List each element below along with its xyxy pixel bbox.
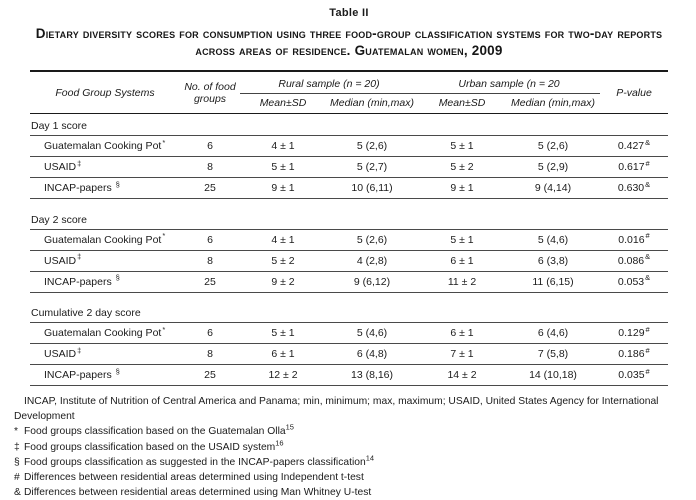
food-system-name: USAID‡	[30, 250, 180, 271]
urban-median: 5 (4,6)	[506, 229, 600, 250]
rural-median: 10 (6,11)	[326, 178, 418, 199]
rural-mean-sd: 5 ± 2	[240, 250, 326, 271]
table-number: Table II	[329, 7, 369, 19]
p-value-marker: &	[645, 137, 651, 147]
footnote-marker: *	[162, 324, 166, 334]
rural-median: 6 (4,8)	[326, 344, 418, 365]
footnote-marker: #	[14, 472, 20, 484]
p-value-marker: #	[645, 324, 650, 334]
p-value: 0.016#	[600, 229, 668, 250]
food-system-name: USAID‡	[30, 157, 180, 178]
section-spacer	[30, 292, 668, 301]
p-value: 0.035#	[600, 365, 668, 386]
table-caption	[30, 7, 668, 59]
table-row	[30, 323, 668, 344]
section-header-cumulative	[30, 301, 668, 323]
footnote-ref: 16	[275, 438, 284, 448]
rural-median: 5 (4,6)	[326, 323, 418, 344]
footnote-olla	[14, 424, 668, 439]
p-value-marker: &	[645, 273, 651, 282]
p-value-marker: #	[645, 231, 650, 240]
footnote-marker: §	[115, 366, 120, 376]
urban-median: 14 (10,18)	[506, 365, 600, 386]
footnote-utest	[14, 485, 668, 500]
urban-mean-sd: 7 ± 1	[418, 344, 506, 365]
rural-median: 5 (2,6)	[326, 136, 418, 157]
footnote-text: Food groups classification based on the USAID system	[24, 441, 276, 453]
footnote-marker: ‡	[77, 158, 82, 168]
num-food-groups: 6	[180, 323, 240, 344]
footnote-ttest	[14, 470, 668, 485]
table-row	[30, 271, 668, 292]
p-value-marker: &	[645, 179, 651, 189]
urban-median: 11 (6,15)	[506, 271, 600, 292]
section-label: Cumulative 2 day score	[30, 301, 668, 323]
p-value-marker: #	[645, 366, 650, 376]
rural-mean-sd: 6 ± 1	[240, 344, 326, 365]
urban-mean-sd: 6 ± 1	[418, 323, 506, 344]
col-rural-median: Median (min,max)	[326, 94, 418, 114]
rural-mean-sd: 9 ± 2	[240, 271, 326, 292]
urban-mean-sd: 6 ± 1	[418, 250, 506, 271]
footnote-marker: ‡	[77, 345, 82, 355]
num-food-groups: 25	[180, 365, 240, 386]
footnote-marker: *	[14, 426, 19, 438]
table-row	[30, 365, 668, 386]
rural-median: 9 (6,12)	[326, 271, 418, 292]
num-food-groups: 6	[180, 136, 240, 157]
p-value-marker: #	[645, 158, 650, 168]
urban-mean-sd: 11 ± 2	[418, 271, 506, 292]
footnote-text: Differences between residential areas determined using Man Whitney U-test	[24, 487, 372, 499]
footnote-ref: 15	[285, 422, 294, 432]
rural-mean-sd: 4 ± 1	[240, 229, 326, 250]
footnote-text: INCAP, Institute of Nutrition of Central America and Panama; min, minimum; max, maximum; USAID, United States Agency for International Development	[14, 396, 659, 423]
rural-mean-sd: 4 ± 1	[240, 136, 326, 157]
table-header	[30, 71, 668, 114]
col-urban-sample: Urban sample (n = 20	[418, 71, 600, 94]
p-value: 0.427&	[600, 136, 668, 157]
footnote-marker: ‡	[14, 441, 20, 453]
footnote-marker: *	[162, 137, 166, 147]
section-label: Day 1 score	[30, 114, 668, 136]
caption-line-2: across areas of residence. Guatemalan women, 2009	[195, 43, 503, 58]
section-header-day-2	[30, 208, 668, 230]
col-rural-mean-sd: Mean±SD	[240, 94, 326, 114]
footnote-marker: *	[162, 231, 166, 240]
col-p-value: P-value	[600, 71, 668, 114]
footnotes	[14, 394, 668, 500]
num-food-groups: 8	[180, 157, 240, 178]
urban-median: 7 (5,8)	[506, 344, 600, 365]
num-food-groups: 8	[180, 344, 240, 365]
food-system-name: USAID‡	[30, 344, 180, 365]
num-food-groups: 6	[180, 229, 240, 250]
section-label: Day 2 score	[30, 208, 668, 230]
p-value: 0.617#	[600, 157, 668, 178]
footnote-ref: 14	[365, 453, 375, 463]
num-food-groups: 25	[180, 178, 240, 199]
diversity-scores-table	[30, 70, 668, 386]
p-value: 0.129#	[600, 323, 668, 344]
table-row	[30, 136, 668, 157]
col-urban-median: Median (min,max)	[506, 94, 600, 114]
num-food-groups: 8	[180, 250, 240, 271]
num-food-groups: 25	[180, 271, 240, 292]
urban-mean-sd: 9 ± 1	[418, 178, 506, 199]
urban-mean-sd: 5 ± 1	[418, 136, 506, 157]
urban-median: 6 (4,6)	[506, 323, 600, 344]
rural-median: 4 (2,8)	[326, 250, 418, 271]
urban-median: 6 (3,8)	[506, 250, 600, 271]
header-row-groups	[30, 71, 668, 94]
food-system-name: INCAP-papers §	[30, 271, 180, 292]
footnote-marker: §	[115, 273, 120, 282]
urban-mean-sd: 5 ± 1	[418, 229, 506, 250]
rural-mean-sd: 9 ± 1	[240, 178, 326, 199]
p-value: 0.630&	[600, 178, 668, 199]
food-system-name: INCAP-papers §	[30, 178, 180, 199]
urban-mean-sd: 14 ± 2	[418, 365, 506, 386]
col-urban-mean-sd: Mean±SD	[418, 94, 506, 114]
section-spacer	[30, 199, 668, 208]
table-body	[30, 114, 668, 386]
p-value-marker: #	[645, 345, 650, 355]
footnote-text: Food groups classification based on the Guatemalan Olla	[24, 426, 286, 438]
rural-mean-sd: 12 ± 2	[240, 365, 326, 386]
rural-mean-sd: 5 ± 1	[240, 157, 326, 178]
rural-mean-sd: 5 ± 1	[240, 323, 326, 344]
footnote-incap	[14, 455, 668, 470]
col-rural-sample: Rural sample (n = 20)	[240, 71, 418, 94]
table-row	[30, 344, 668, 365]
table-row	[30, 157, 668, 178]
caption-line-1: Dietary diversity scores for consumption using three food-group classification systems for two-day reports	[35, 26, 663, 41]
rural-median: 5 (2,7)	[326, 157, 418, 178]
footnote-marker: §	[14, 456, 20, 468]
col-food-group-systems: Food Group Systems	[30, 71, 180, 114]
footnote-marker: &	[14, 487, 21, 499]
footnote-text: Food groups classification as suggested in the INCAP-papers classification	[24, 456, 366, 468]
col-no-of-food-groups: No. of food groups	[180, 71, 240, 114]
footnote-usaid	[14, 440, 668, 455]
urban-mean-sd: 5 ± 2	[418, 157, 506, 178]
p-value-marker: &	[645, 252, 651, 261]
p-value: 0.086&	[600, 250, 668, 271]
footnote-marker: ‡	[77, 252, 82, 261]
rural-median: 13 (8,16)	[326, 365, 418, 386]
section-header-day-1	[30, 114, 668, 136]
food-system-name: Guatemalan Cooking Pot*	[30, 229, 180, 250]
urban-median: 9 (4,14)	[506, 178, 600, 199]
urban-median: 5 (2,6)	[506, 136, 600, 157]
footnote-text: Differences between residential areas determined using Independent t-test	[24, 472, 364, 484]
food-system-name: Guatemalan Cooking Pot*	[30, 323, 180, 344]
table-row	[30, 250, 668, 271]
food-system-name: INCAP-papers §	[30, 365, 180, 386]
table-row	[30, 229, 668, 250]
urban-median: 5 (2,9)	[506, 157, 600, 178]
p-value: 0.053&	[600, 271, 668, 292]
table-row	[30, 178, 668, 199]
food-system-name: Guatemalan Cooking Pot*	[30, 136, 180, 157]
p-value: 0.186#	[600, 344, 668, 365]
footnote-marker: §	[115, 179, 120, 189]
footnote-abbreviations	[14, 394, 668, 424]
rural-median: 5 (2,6)	[326, 229, 418, 250]
